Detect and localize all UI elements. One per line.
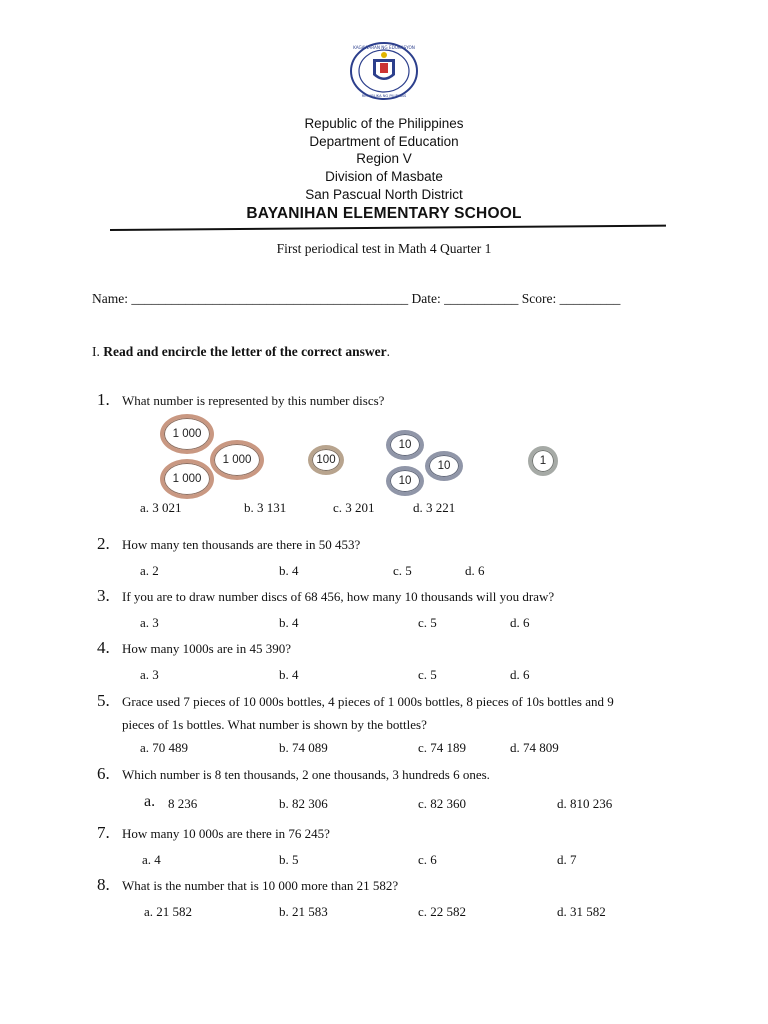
- svg-text:KAGAWARAN NG EDUKASYON: KAGAWARAN NG EDUKASYON: [353, 45, 415, 50]
- republic-line: Republic of the Philippines: [304, 116, 464, 131]
- question-text: How many 1000s are in 45 390?: [122, 641, 291, 656]
- option-c[interactable]: c. 74 189: [418, 740, 467, 755]
- disc-thousand: 1 000: [160, 459, 214, 499]
- option-d[interactable]: d. 810 236: [557, 796, 613, 811]
- option-d[interactable]: d. 6: [510, 667, 530, 682]
- option-c[interactable]: c. 5: [418, 615, 437, 630]
- section-number: I.: [92, 344, 100, 359]
- question-number: 7.: [97, 823, 110, 842]
- division-line: Division of Masbate: [325, 169, 443, 184]
- option-a[interactable]: a. 2: [140, 563, 159, 578]
- region-line: Region V: [356, 151, 412, 166]
- question-number: 4.: [97, 638, 110, 657]
- option-c[interactable]: c. 82 360: [418, 796, 467, 811]
- question-text: If you are to draw number discs of 68 456, how many 10 thousands will you draw?: [122, 589, 555, 604]
- header-divider: [110, 225, 666, 231]
- option-c[interactable]: c. 6: [418, 852, 437, 867]
- option-a[interactable]: a. 21 582: [144, 904, 193, 919]
- option-c[interactable]: c. 5: [418, 667, 437, 682]
- option-a-letter[interactable]: a.: [144, 793, 156, 810]
- option-a[interactable]: a. 70 489: [140, 740, 189, 755]
- option-b[interactable]: b. 4: [279, 615, 299, 630]
- question-text: How many ten thousands are there in 50 453?: [122, 537, 361, 552]
- student-info-line: [92, 291, 620, 307]
- option-d[interactable]: d. 6: [510, 615, 530, 630]
- disc-ten: 10: [386, 430, 424, 460]
- option-d[interactable]: d. 31 582: [557, 904, 606, 919]
- score-label: Score:: [521, 291, 557, 306]
- option-c[interactable]: c. 3 201: [333, 500, 375, 515]
- option-d[interactable]: d. 6: [465, 563, 485, 578]
- name-field[interactable]: _________________________________________: [131, 291, 409, 306]
- option-d[interactable]: d. 7: [557, 852, 577, 867]
- date-label: Date:: [411, 291, 441, 306]
- option-a[interactable]: a. 3 021: [140, 500, 182, 515]
- question-text-continued: pieces of 1s bottles. What number is shown by the bottles?: [122, 717, 427, 732]
- question-text: How many 10 000s are there in 76 245?: [122, 826, 330, 841]
- question-number: 2.: [97, 534, 110, 553]
- option-b[interactable]: b. 74 089: [279, 740, 328, 755]
- option-a[interactable]: 8 236: [168, 796, 198, 811]
- department-line: Department of Education: [309, 134, 459, 149]
- disc-thousand: 1 000: [210, 440, 264, 480]
- district-line: San Pascual North District: [305, 187, 463, 202]
- option-d[interactable]: d. 74 809: [510, 740, 559, 755]
- question-number: 5.: [97, 691, 110, 710]
- option-c[interactable]: c. 5: [393, 563, 412, 578]
- instruction-text: Read and encircle the letter of the correct answer: [103, 344, 387, 359]
- option-b[interactable]: b. 21 583: [279, 904, 328, 919]
- option-b[interactable]: b. 82 306: [279, 796, 328, 811]
- option-c[interactable]: c. 22 582: [418, 904, 467, 919]
- name-label: Name:: [92, 291, 128, 306]
- option-b[interactable]: b. 4: [279, 563, 299, 578]
- question-text: Grace used 7 pieces of 10 000s bottles, 4 pieces of 1 000s bottles, 8 pieces of 10s bottles and 9: [122, 694, 614, 709]
- option-b[interactable]: b. 4: [279, 667, 299, 682]
- date-field[interactable]: ___________: [444, 291, 519, 306]
- option-b[interactable]: b. 5: [279, 852, 299, 867]
- question-text: What number is represented by this number discs?: [122, 393, 385, 408]
- question-text: Which number is 8 ten thousands, 2 one thousands, 3 hundreds 6 ones.: [122, 767, 490, 782]
- option-d[interactable]: d. 3 221: [413, 500, 456, 515]
- option-a[interactable]: a. 4: [142, 852, 161, 867]
- disc-ten: 10: [425, 451, 463, 481]
- deped-seal-logo: [349, 41, 419, 101]
- question-number: 8.: [97, 875, 110, 894]
- disc-thousand: 1 000: [160, 414, 214, 454]
- question-number: 1.: [97, 390, 110, 409]
- disc-one: 1: [528, 446, 558, 476]
- question-number: 3.: [97, 586, 110, 605]
- option-a[interactable]: a. 3: [140, 667, 159, 682]
- school-name: BAYANIHAN ELEMENTARY SCHOOL: [246, 205, 522, 222]
- test-title: First periodical test in Math 4 Quarter 1: [276, 241, 492, 256]
- question-number: 6.: [97, 764, 110, 783]
- option-a[interactable]: a. 3: [140, 615, 159, 630]
- svg-text:REPUBLIKA NG PILIPINAS: REPUBLIKA NG PILIPINAS: [361, 94, 407, 98]
- disc-hundred: 100: [308, 445, 344, 475]
- score-field[interactable]: _________: [559, 291, 621, 306]
- disc-ten: 10: [386, 466, 424, 496]
- option-b[interactable]: b. 3 131: [244, 500, 287, 515]
- question-text: What is the number that is 10 000 more than 21 582?: [122, 878, 399, 893]
- section-instruction: I. Read and encircle the letter of the correct answer.: [92, 344, 391, 359]
